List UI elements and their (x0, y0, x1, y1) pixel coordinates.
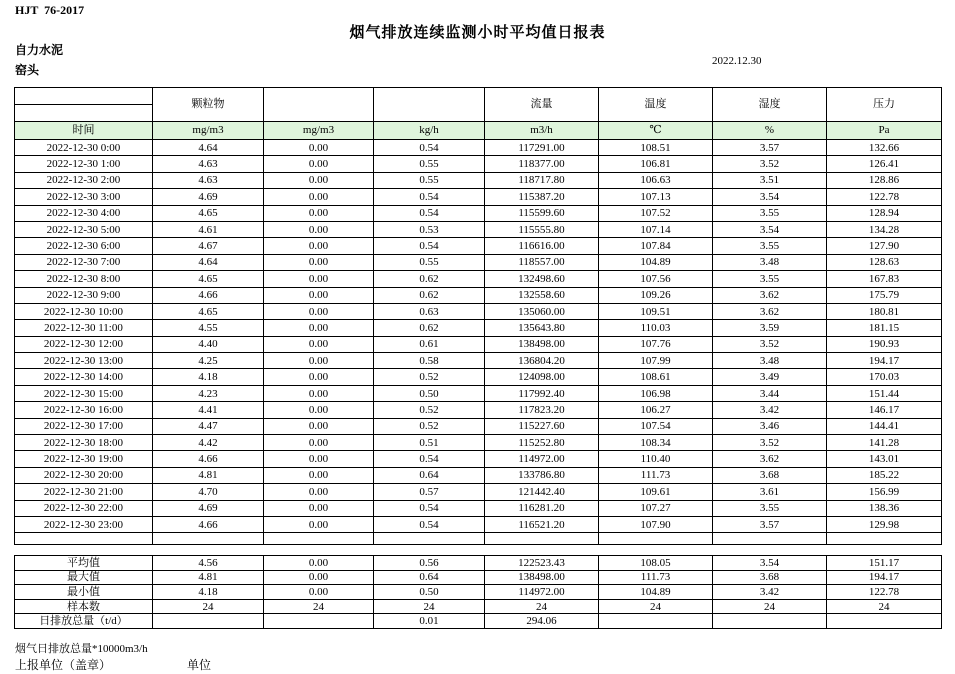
cell-flow-m3h: 115555.80 (485, 221, 599, 237)
unit-header-pa: Pa (827, 122, 942, 140)
cell-humidity: 3.52 (713, 336, 827, 352)
report-date: 2022.12.30 (712, 55, 762, 67)
cell-mgm3-2: 0.00 (264, 418, 374, 434)
cell-time: 2022-12-30 18:00 (15, 435, 153, 451)
group-header-humidity: 湿度 (713, 88, 827, 122)
cell-temperature: 106.81 (599, 156, 713, 172)
table-row (15, 189, 942, 205)
cell-temperature: 104.89 (599, 254, 713, 270)
cell-pressure: 143.01 (827, 451, 942, 467)
cell-particulate-mgm3: 4.65 (153, 303, 264, 319)
cell-time: 2022-12-30 11:00 (15, 320, 153, 336)
cell-pressure: 180.81 (827, 303, 942, 319)
cell-temperature: 109.61 (599, 484, 713, 500)
table-row (15, 156, 942, 172)
cell-humidity: 3.62 (713, 303, 827, 319)
cell-mgm3-2: 0.00 (264, 467, 374, 483)
cell-mgm3-2: 0.00 (264, 172, 374, 188)
cell-mgm3-2: 0.00 (264, 189, 374, 205)
summary-temperature (599, 614, 713, 629)
unit-header-mgm3-1: mg/m3 (153, 122, 264, 140)
cell-time: 2022-12-30 23:00 (15, 516, 153, 532)
cell-pressure: 126.41 (827, 156, 942, 172)
cell-humidity: 3.55 (713, 238, 827, 254)
cell-kgh: 0.51 (374, 435, 485, 451)
cell-humidity: 3.55 (713, 205, 827, 221)
cell-pressure: 128.63 (827, 254, 942, 270)
cell-kgh: 0.55 (374, 254, 485, 270)
summary-humidity: 3.42 (713, 585, 827, 600)
table-row (15, 500, 942, 516)
cell-flow-m3h: 117291.00 (485, 140, 599, 156)
cell-flow-m3h: 132498.60 (485, 271, 599, 287)
cell-mgm3-2: 0.00 (264, 254, 374, 270)
cell-kgh: 0.63 (374, 303, 485, 319)
cell-time: 2022-12-30 5:00 (15, 221, 153, 237)
cell-kgh: 0.50 (374, 385, 485, 401)
cell-mgm3-2: 0.00 (264, 516, 374, 532)
cell-particulate-mgm3: 4.42 (153, 435, 264, 451)
cell-pressure: 185.22 (827, 467, 942, 483)
summary-flow-m3h: 294.06 (485, 614, 599, 629)
cell-kgh: 0.54 (374, 140, 485, 156)
cell-pressure: 151.44 (827, 385, 942, 401)
summary-temperature: 104.89 (599, 585, 713, 600)
unit-header-m3h: m3/h (485, 122, 599, 140)
cell-time: 2022-12-30 3:00 (15, 189, 153, 205)
summary-row (15, 570, 942, 585)
cell-pressure: 156.99 (827, 484, 942, 500)
summary-label: 日排放总量（t/d） (15, 614, 153, 629)
cell-mgm3-2: 0.00 (264, 336, 374, 352)
cell-flow-m3h: 116616.00 (485, 238, 599, 254)
cell-pressure: 144.41 (827, 418, 942, 434)
cell-temperature: 109.51 (599, 303, 713, 319)
cell-kgh: 0.54 (374, 500, 485, 516)
cell-pressure: 138.36 (827, 500, 942, 516)
cell-flow-m3h: 124098.00 (485, 369, 599, 385)
cell-pressure: 194.17 (827, 353, 942, 369)
summary-particulate-mgm3: 24 (153, 599, 264, 614)
summary-temperature: 108.05 (599, 556, 713, 571)
cell-mgm3-2: 0.00 (264, 205, 374, 221)
cell-pressure: 167.83 (827, 271, 942, 287)
cell-pressure: 181.15 (827, 320, 942, 336)
cell-flow-m3h: 133786.80 (485, 467, 599, 483)
unit-header-percent: % (713, 122, 827, 140)
cell-temperature: 111.73 (599, 467, 713, 483)
cell-mgm3-2: 0.00 (264, 140, 374, 156)
time-header-cell (15, 88, 153, 122)
cell-flow-m3h: 121442.40 (485, 484, 599, 500)
summary-mgm3-2: 24 (264, 599, 374, 614)
summary-row (15, 556, 942, 571)
table-unit-header-row (15, 122, 942, 140)
cell-flow-m3h: 132558.60 (485, 287, 599, 303)
cell-kgh: 0.64 (374, 467, 485, 483)
cell-particulate-mgm3: 4.40 (153, 336, 264, 352)
table-row (15, 467, 942, 483)
cell-particulate-mgm3: 4.65 (153, 271, 264, 287)
group-header-temperature: 温度 (599, 88, 713, 122)
cell-humidity: 3.52 (713, 435, 827, 451)
table-row (15, 484, 942, 500)
summary-table (14, 555, 942, 629)
time-header-split-bottom (15, 105, 152, 121)
cell-time: 2022-12-30 0:00 (15, 140, 153, 156)
cell-flow-m3h: 115252.80 (485, 435, 599, 451)
summary-pressure: 151.17 (827, 556, 942, 571)
cell-kgh: 0.54 (374, 205, 485, 221)
summary-flow-m3h: 122523.43 (485, 556, 599, 571)
cell-kgh: 0.61 (374, 336, 485, 352)
cell-temperature: 106.27 (599, 402, 713, 418)
cell-flow-m3h: 116281.20 (485, 500, 599, 516)
summary-mgm3-2: 0.00 (264, 570, 374, 585)
cell-particulate-mgm3: 4.69 (153, 500, 264, 516)
page-title: 烟气排放连续监测小时平均值日报表 (349, 25, 606, 41)
table-body (15, 140, 942, 533)
cell-time: 2022-12-30 19:00 (15, 451, 153, 467)
cell-humidity: 3.44 (713, 385, 827, 401)
cell-mgm3-2: 0.00 (264, 238, 374, 254)
cell-particulate-mgm3: 4.41 (153, 402, 264, 418)
unit-header-mgm3-2: mg/m3 (264, 122, 374, 140)
cell-kgh: 0.53 (374, 221, 485, 237)
cell-flow-m3h: 118557.00 (485, 254, 599, 270)
cell-particulate-mgm3: 4.63 (153, 172, 264, 188)
cell-time: 2022-12-30 13:00 (15, 353, 153, 369)
summary-particulate-mgm3 (153, 614, 264, 629)
table-row (15, 369, 942, 385)
cell-time: 2022-12-30 4:00 (15, 205, 153, 221)
cell-time: 2022-12-30 22:00 (15, 500, 153, 516)
table-row (15, 385, 942, 401)
table-row (15, 140, 942, 156)
summary-pressure: 122.78 (827, 585, 942, 600)
summary-label: 最大值 (15, 570, 153, 585)
group-header-particulate: 颗粒物 (153, 88, 264, 122)
summary-flow-m3h: 138498.00 (485, 570, 599, 585)
summary-particulate-mgm3: 4.18 (153, 585, 264, 600)
cell-humidity: 3.62 (713, 451, 827, 467)
cell-particulate-mgm3: 4.66 (153, 287, 264, 303)
cell-humidity: 3.55 (713, 271, 827, 287)
cell-flow-m3h: 114972.00 (485, 451, 599, 467)
table-row (15, 303, 942, 319)
cell-temperature: 107.99 (599, 353, 713, 369)
cell-kgh: 0.52 (374, 402, 485, 418)
cell-humidity: 3.51 (713, 172, 827, 188)
cell-flow-m3h: 117823.20 (485, 402, 599, 418)
cell-mgm3-2: 0.00 (264, 500, 374, 516)
cell-pressure: 134.28 (827, 221, 942, 237)
cell-pressure: 170.03 (827, 369, 942, 385)
summary-kgh: 24 (374, 599, 485, 614)
summary-particulate-mgm3: 4.81 (153, 570, 264, 585)
table-row (15, 271, 942, 287)
cell-particulate-mgm3: 4.25 (153, 353, 264, 369)
cell-kgh: 0.55 (374, 172, 485, 188)
table-row (15, 353, 942, 369)
cell-temperature: 108.51 (599, 140, 713, 156)
summary-label: 平均值 (15, 556, 153, 571)
cell-time: 2022-12-30 16:00 (15, 402, 153, 418)
cell-temperature: 107.84 (599, 238, 713, 254)
cell-particulate-mgm3: 4.66 (153, 451, 264, 467)
cell-time: 2022-12-30 6:00 (15, 238, 153, 254)
cell-kgh: 0.54 (374, 238, 485, 254)
table-row (15, 402, 942, 418)
table-row (15, 254, 942, 270)
cell-time: 2022-12-30 7:00 (15, 254, 153, 270)
table-row (15, 435, 942, 451)
table-group-header-row (15, 88, 942, 122)
cell-pressure: 146.17 (827, 402, 942, 418)
cell-humidity: 3.46 (713, 418, 827, 434)
cell-temperature: 107.76 (599, 336, 713, 352)
cell-humidity: 3.55 (713, 500, 827, 516)
cell-particulate-mgm3: 4.67 (153, 238, 264, 254)
cell-mgm3-2: 0.00 (264, 320, 374, 336)
cell-humidity: 3.61 (713, 484, 827, 500)
cell-mgm3-2: 0.00 (264, 435, 374, 451)
footnote-total-emission: 烟气日排放总量*10000m3/h (15, 643, 148, 655)
table-row (15, 172, 942, 188)
table-row (15, 320, 942, 336)
cell-kgh: 0.52 (374, 369, 485, 385)
cell-humidity: 3.48 (713, 254, 827, 270)
cell-particulate-mgm3: 4.69 (153, 189, 264, 205)
cell-flow-m3h: 118377.00 (485, 156, 599, 172)
table-row (15, 238, 942, 254)
cell-kgh: 0.62 (374, 287, 485, 303)
table-row (15, 205, 942, 221)
cell-mgm3-2: 0.00 (264, 287, 374, 303)
cell-time: 2022-12-30 8:00 (15, 271, 153, 287)
cell-particulate-mgm3: 4.55 (153, 320, 264, 336)
table-row (15, 418, 942, 434)
summary-humidity (713, 614, 827, 629)
cell-particulate-mgm3: 4.63 (153, 156, 264, 172)
cell-flow-m3h: 115599.60 (485, 205, 599, 221)
cell-flow-m3h: 115227.60 (485, 418, 599, 434)
cell-mgm3-2: 0.00 (264, 221, 374, 237)
spacer-row (15, 533, 942, 545)
cell-particulate-mgm3: 4.66 (153, 516, 264, 532)
summary-label: 最小值 (15, 585, 153, 600)
footnote-reporting-unit: 上报单位（盖章） (15, 658, 112, 672)
summary-mgm3-2: 0.00 (264, 585, 374, 600)
summary-flow-m3h: 24 (485, 599, 599, 614)
summary-kgh: 0.56 (374, 556, 485, 571)
cell-pressure: 175.79 (827, 287, 942, 303)
cell-time: 2022-12-30 10:00 (15, 303, 153, 319)
cell-humidity: 3.62 (713, 287, 827, 303)
cell-pressure: 127.90 (827, 238, 942, 254)
summary-table-body (15, 556, 942, 629)
cell-kgh: 0.54 (374, 451, 485, 467)
cell-humidity: 3.54 (713, 221, 827, 237)
cell-temperature: 107.52 (599, 205, 713, 221)
cell-kgh: 0.55 (374, 156, 485, 172)
cell-time: 2022-12-30 12:00 (15, 336, 153, 352)
cell-kgh: 0.52 (374, 418, 485, 434)
cell-particulate-mgm3: 4.23 (153, 385, 264, 401)
cell-particulate-mgm3: 4.18 (153, 369, 264, 385)
table-row (15, 336, 942, 352)
group-header-flow: 流量 (485, 88, 599, 122)
cell-time: 2022-12-30 20:00 (15, 467, 153, 483)
cell-flow-m3h: 115387.20 (485, 189, 599, 205)
cell-temperature: 107.13 (599, 189, 713, 205)
summary-pressure: 194.17 (827, 570, 942, 585)
company-name: 自力水泥 (15, 43, 64, 57)
table-row (15, 221, 942, 237)
cell-humidity: 3.57 (713, 140, 827, 156)
cell-particulate-mgm3: 4.61 (153, 221, 264, 237)
cell-time: 2022-12-30 17:00 (15, 418, 153, 434)
cell-humidity: 3.42 (713, 402, 827, 418)
summary-pressure (827, 614, 942, 629)
cell-humidity: 3.48 (713, 353, 827, 369)
summary-humidity: 3.54 (713, 556, 827, 571)
cell-temperature: 110.40 (599, 451, 713, 467)
cell-temperature: 107.14 (599, 221, 713, 237)
summary-kgh: 0.50 (374, 585, 485, 600)
cell-temperature: 107.56 (599, 271, 713, 287)
footnote-unit-label: 单位 (187, 658, 212, 672)
cell-pressure: 128.94 (827, 205, 942, 221)
cell-kgh: 0.58 (374, 353, 485, 369)
summary-flow-m3h: 114972.00 (485, 585, 599, 600)
cell-mgm3-2: 0.00 (264, 353, 374, 369)
cell-humidity: 3.49 (713, 369, 827, 385)
table-row (15, 287, 942, 303)
cell-mgm3-2: 0.00 (264, 303, 374, 319)
cell-mgm3-2: 0.00 (264, 271, 374, 287)
cell-flow-m3h: 118717.80 (485, 172, 599, 188)
group-header-pressure: 压力 (827, 88, 942, 122)
summary-humidity: 3.68 (713, 570, 827, 585)
hourly-data-table (14, 87, 942, 545)
cell-humidity: 3.68 (713, 467, 827, 483)
cell-pressure: 129.98 (827, 516, 942, 532)
cell-temperature: 107.27 (599, 500, 713, 516)
cell-pressure: 190.93 (827, 336, 942, 352)
cell-kgh: 0.62 (374, 320, 485, 336)
summary-mgm3-2: 0.00 (264, 556, 374, 571)
summary-temperature: 24 (599, 599, 713, 614)
cell-temperature: 109.26 (599, 287, 713, 303)
cell-flow-m3h: 117992.40 (485, 385, 599, 401)
cell-humidity: 3.59 (713, 320, 827, 336)
cell-kgh: 0.57 (374, 484, 485, 500)
table-row (15, 516, 942, 532)
summary-row (15, 614, 942, 629)
summary-kgh: 0.64 (374, 570, 485, 585)
cell-time: 2022-12-30 14:00 (15, 369, 153, 385)
cell-mgm3-2: 0.00 (264, 451, 374, 467)
cell-flow-m3h: 135643.80 (485, 320, 599, 336)
cell-pressure: 128.86 (827, 172, 942, 188)
time-header-split-top (15, 88, 152, 105)
cell-particulate-mgm3: 4.65 (153, 205, 264, 221)
cell-time: 2022-12-30 21:00 (15, 484, 153, 500)
cell-humidity: 3.52 (713, 156, 827, 172)
cell-pressure: 141.28 (827, 435, 942, 451)
summary-label: 样本数 (15, 599, 153, 614)
cell-temperature: 106.63 (599, 172, 713, 188)
cell-flow-m3h: 116521.20 (485, 516, 599, 532)
cell-mgm3-2: 0.00 (264, 385, 374, 401)
cell-time: 2022-12-30 1:00 (15, 156, 153, 172)
cell-particulate-mgm3: 4.64 (153, 254, 264, 270)
cell-mgm3-2: 0.00 (264, 369, 374, 385)
cell-kgh: 0.62 (374, 271, 485, 287)
summary-humidity: 24 (713, 599, 827, 614)
cell-temperature: 107.90 (599, 516, 713, 532)
summary-row (15, 599, 942, 614)
cell-temperature: 106.98 (599, 385, 713, 401)
cell-temperature: 108.61 (599, 369, 713, 385)
cell-particulate-mgm3: 4.70 (153, 484, 264, 500)
cell-humidity: 3.57 (713, 516, 827, 532)
cell-time: 2022-12-30 9:00 (15, 287, 153, 303)
cell-time: 2022-12-30 15:00 (15, 385, 153, 401)
summary-pressure: 24 (827, 599, 942, 614)
cell-flow-m3h: 138498.00 (485, 336, 599, 352)
summary-mgm3-2 (264, 614, 374, 629)
cell-humidity: 3.54 (713, 189, 827, 205)
summary-particulate-mgm3: 4.56 (153, 556, 264, 571)
cell-flow-m3h: 135060.00 (485, 303, 599, 319)
group-header-empty-1 (264, 88, 374, 122)
cell-temperature: 108.34 (599, 435, 713, 451)
summary-kgh: 0.01 (374, 614, 485, 629)
cell-particulate-mgm3: 4.81 (153, 467, 264, 483)
cell-kgh: 0.54 (374, 189, 485, 205)
cell-temperature: 110.03 (599, 320, 713, 336)
cell-pressure: 132.66 (827, 140, 942, 156)
cell-particulate-mgm3: 4.47 (153, 418, 264, 434)
summary-row (15, 585, 942, 600)
cell-mgm3-2: 0.00 (264, 484, 374, 500)
unit-header-celsius: ℃ (599, 122, 713, 140)
summary-temperature: 111.73 (599, 570, 713, 585)
monitoring-point-label: 窑头 (15, 63, 40, 77)
doc-standard-code: HJT 76-2017 (15, 3, 85, 17)
cell-temperature: 107.54 (599, 418, 713, 434)
cell-particulate-mgm3: 4.64 (153, 140, 264, 156)
cell-flow-m3h: 136804.20 (485, 353, 599, 369)
group-header-empty-2 (374, 88, 485, 122)
cell-mgm3-2: 0.00 (264, 402, 374, 418)
cell-mgm3-2: 0.00 (264, 156, 374, 172)
cell-kgh: 0.54 (374, 516, 485, 532)
cell-time: 2022-12-30 2:00 (15, 172, 153, 188)
unit-header-kgh: kg/h (374, 122, 485, 140)
table-row (15, 451, 942, 467)
unit-header-time: 时间 (15, 122, 153, 140)
cell-pressure: 122.78 (827, 189, 942, 205)
